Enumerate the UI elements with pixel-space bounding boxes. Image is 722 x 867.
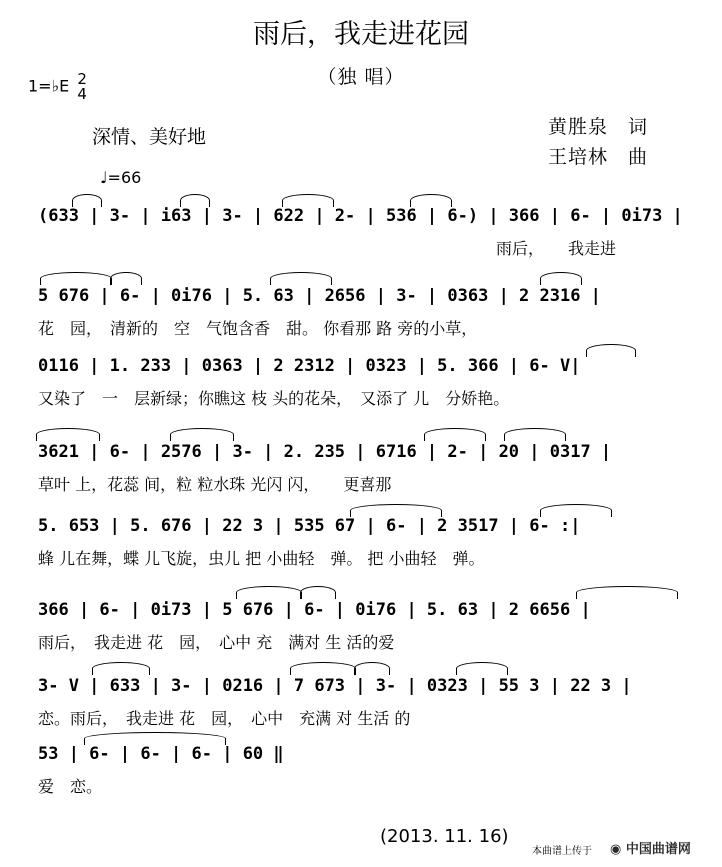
site-note: 本曲谱上传于 [532, 846, 592, 857]
staff-line-2 [0, 280, 722, 340]
date-footer: (2013. 11. 16) [380, 826, 509, 847]
staff-line-5 [0, 510, 722, 570]
notes-line-4: 3621 | 6- | 2576 | 3- | 2. 235 | 6716 | 2- | 20 | 0317 | [38, 442, 612, 462]
time-signature [77, 72, 87, 102]
notes-line-8: 53 | 6- | 6- | 6- | 60 ‖ [38, 744, 284, 764]
performance-type: （独 唱） [317, 66, 405, 88]
notes-line-2: 5 676 | 6- | 0i76 | 5. 63 | 2656 | 3- | 0363 | 2 2316 | [38, 286, 601, 306]
site-logo[interactable] [610, 838, 691, 857]
staff-line-8 [0, 738, 722, 798]
site-logo-text: 中国曲谱网 [625, 842, 691, 857]
lyrics-line-5: 蜂 儿在舞，蝶 儿飞旋，虫儿 把 小曲轻 弹。 把 小曲轻 弹。 [38, 549, 485, 568]
lyrics-line-6: 雨后， 我走进 花 园， 心中 充 满对 生 活的爱 [38, 633, 395, 652]
lyricist-credit: 黄胜泉 词 [548, 116, 649, 138]
notes-line-6: 366 | 6- | 0i73 | 5 676 | 6- | 0i76 | 5. 63 | 2 6656 | [38, 600, 591, 620]
metronome-mark: ♩=66 [100, 168, 142, 187]
staff-line-7 [0, 670, 722, 730]
lyrics-line-2: 花 园， 清新的 空 气饱含香 甜。 你看那 路 旁的小草， [38, 319, 478, 338]
lyrics-line-1: 雨后， 我走进 [496, 239, 617, 258]
lyrics-line-7: 恋。雨后， 我走进 花 园， 心中 充满 对 生活 的 [38, 709, 411, 728]
staff-line-1 [0, 200, 722, 260]
song-title: 雨后，我走进花园 [253, 19, 469, 50]
notes-line-5: 5. 653 | 5. 676 | 22 3 | 535 67 | 6- | 2 3517 | 6- :| [38, 516, 581, 536]
notes-line-1: (633 | 3- | i63 | 3- | 622 | 2- | 536 | 6-) | 366 | 6- | 0i73 | [38, 206, 683, 226]
composer-credit: 王培林 曲 [548, 146, 649, 168]
tempo-marking: 深情、美好地 [92, 126, 207, 148]
notes-line-3: 0116 | 1. 233 | 0363 | 2 2312 | 0323 | 5. 366 | 6- V| [38, 356, 581, 376]
meter-top: 2 [77, 70, 87, 88]
lyrics-line-4: 草叶 上，花蕊 间，粒 粒水珠 光闪 闪， 更喜那 [38, 475, 392, 494]
key-text: 1=♭E [28, 76, 70, 96]
staff-line-6 [0, 594, 722, 654]
staff-line-4 [0, 436, 722, 496]
key-signature [28, 72, 87, 102]
notes-line-7: 3- V | 633 | 3- | 0216 | 7 673 | 3- | 0323 | 55 3 | 22 3 | [38, 676, 632, 696]
lyrics-line-8: 爱 恋。 [38, 777, 103, 796]
site-logo-icon: ◉ [610, 842, 622, 857]
meter-bottom: 4 [77, 85, 87, 103]
staff-line-3 [0, 350, 722, 410]
lyrics-line-3: 又染了 一 层新绿；你瞧这 枝 头的花朵， 又添了 儿 分娇艳。 [38, 389, 510, 408]
